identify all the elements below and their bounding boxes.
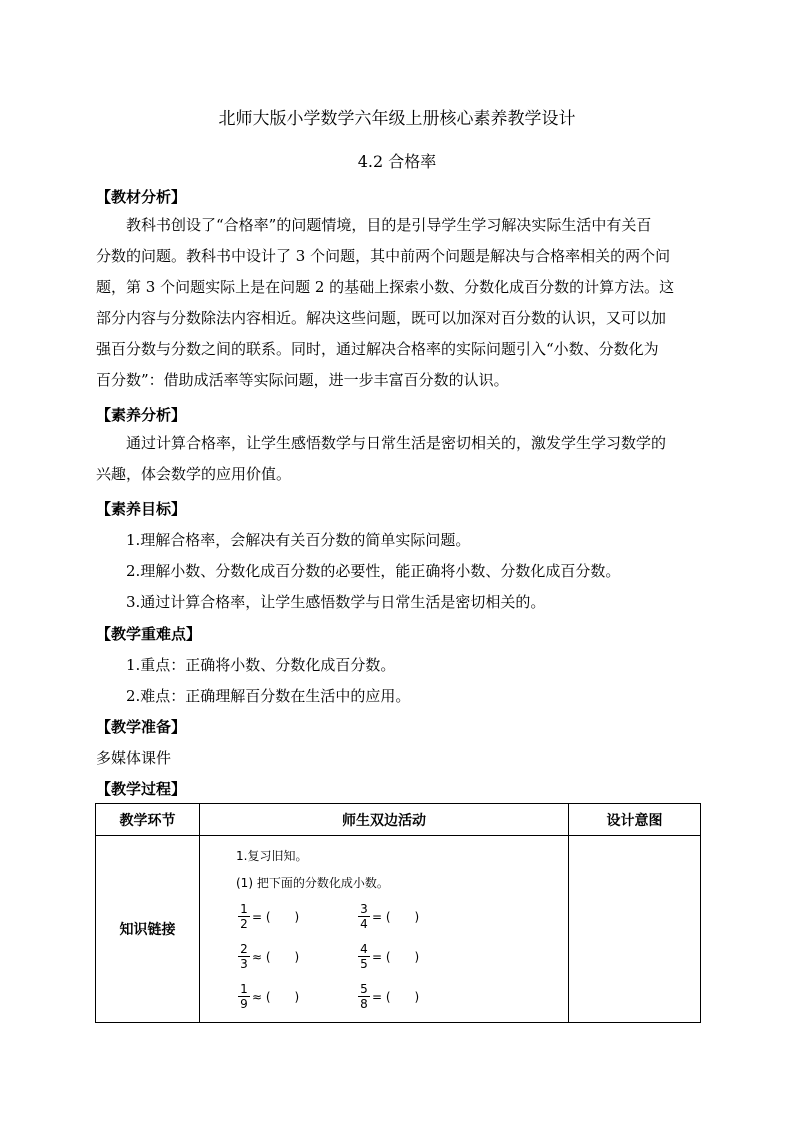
stage-cell: 知识链接 xyxy=(96,836,200,1023)
fraction-expression xyxy=(358,942,419,971)
numerator: 1 xyxy=(238,982,250,997)
denominator: 8 xyxy=(360,997,368,1011)
paragraph-line: 分数的问题。教科书中设计了 3 个问题，其中前两个问题是解决与合格率相关的两个问 xyxy=(96,247,671,265)
textbook-analysis-paragraph xyxy=(96,210,700,396)
table-header-row xyxy=(96,804,701,836)
section-heading-literacy: 【素养分析】 xyxy=(96,406,187,424)
fraction-expression xyxy=(238,942,299,971)
numerator: 2 xyxy=(238,942,250,957)
paragraph-line: 教科书创设了“合格率”的问题情境，目的是引导学生学习解决实际生活中有关百 xyxy=(126,216,652,234)
denominator: 3 xyxy=(240,957,248,971)
answer-blank: ≈ ( ) xyxy=(252,990,300,1004)
prep-text: 多媒体课件 xyxy=(96,749,172,767)
paragraph-line: 强百分数与分数之间的联系。同时，通过解决合格率的实际问题引入“小数、分数化为 xyxy=(96,340,659,358)
numerator: 4 xyxy=(358,942,370,957)
paragraph-line: 题，第 3 个问题实际上是在问题 2 的基础上探索小数、分数化成百分数的计算方法。这 xyxy=(96,278,675,296)
document-title: 北师大版小学数学六年级上册核心素养教学设计 xyxy=(218,109,576,129)
fraction-expression xyxy=(358,982,419,1011)
answer-blank: = ( ) xyxy=(372,950,420,964)
denominator: 4 xyxy=(360,917,368,931)
denominator: 2 xyxy=(240,917,248,931)
header-intent: 设计意图 xyxy=(569,804,701,836)
keypoint-item: 2.难点：正确理解百分数在生活中的应用。 xyxy=(126,687,411,705)
goal-item: 3.通过计算合格率，让学生感悟数学与日常生活是密切相关的。 xyxy=(126,593,546,611)
paragraph-line: 通过计算合格率，让学生感悟数学与日常生活是密切相关的，激发学生学习数学的 xyxy=(126,434,667,452)
header-activity: 师生双边活动 xyxy=(200,804,569,836)
paragraph-line: 部分内容与分数除法内容相近。解决这些问题，既可以加深对百分数的认识，又可以加 xyxy=(96,309,667,327)
section-heading-goals: 【素养目标】 xyxy=(96,500,187,518)
answer-blank: = ( ) xyxy=(372,910,420,924)
literacy-analysis-paragraph xyxy=(96,428,700,490)
activity-step: 1.复习旧知。 xyxy=(236,849,308,863)
paragraph-line: 兴趣，体会数学的应用价值。 xyxy=(96,465,292,483)
fraction-expression xyxy=(358,902,419,931)
keypoint-item: 1.重点：正确将小数、分数化成百分数。 xyxy=(126,656,396,674)
activity-cell xyxy=(200,836,569,1023)
teaching-process-table xyxy=(95,803,701,1023)
goal-item: 2.理解小数、分数化成百分数的必要性，能正确将小数、分数化成百分数。 xyxy=(126,562,621,580)
paragraph-line: 百分数”：借助成活率等实际问题，进一步丰富百分数的认识。 xyxy=(96,371,509,389)
activity-instruction: (1) 把下面的分数化成小数。 xyxy=(236,876,389,890)
answer-blank: = ( ) xyxy=(252,910,300,924)
fraction-expression xyxy=(238,902,299,931)
section-heading-prep: 【教学准备】 xyxy=(96,718,187,736)
section-heading-keypoints: 【教学重难点】 xyxy=(96,625,202,643)
answer-blank: ≈ ( ) xyxy=(252,950,300,964)
denominator: 5 xyxy=(360,957,368,971)
table-row xyxy=(96,836,701,1023)
intent-cell xyxy=(569,836,701,1023)
numerator: 1 xyxy=(238,902,250,917)
section-heading-process: 【教学过程】 xyxy=(96,780,187,798)
fraction-expression xyxy=(238,982,299,1011)
denominator: 9 xyxy=(240,997,248,1011)
answer-blank: = ( ) xyxy=(372,990,420,1004)
goal-item: 1.理解合格率，会解决有关百分数的简单实际问题。 xyxy=(126,531,471,549)
header-stage: 教学环节 xyxy=(96,804,200,836)
lesson-title: 4.2 合格率 xyxy=(357,152,437,171)
numerator: 5 xyxy=(358,982,370,997)
section-heading-textbook: 【教材分析】 xyxy=(96,188,187,206)
numerator: 3 xyxy=(358,902,370,917)
